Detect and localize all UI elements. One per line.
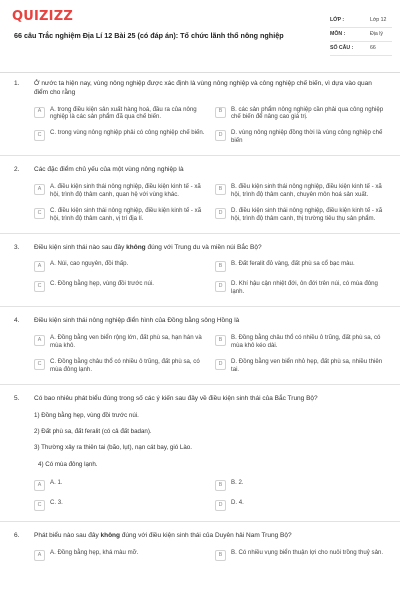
option-c[interactable]: [34, 129, 205, 145]
option-text: A. điều kiện sinh thái nông nghiệp, điều kiện kinh tế - xã hội, trình độ thâm canh, quan hệ với vùng khác.: [50, 182, 201, 198]
option-letter: B: [215, 550, 226, 561]
quizizz-logo: QUIZIZZ: [12, 9, 73, 24]
question-number: 4.: [14, 317, 20, 325]
option-d[interactable]: [215, 129, 386, 145]
question-4: [0, 317, 400, 373]
option-text: D. 4.: [231, 498, 244, 506]
option-d[interactable]: [215, 280, 386, 296]
option-letter: A: [34, 184, 45, 195]
option-letter: B: [215, 107, 226, 118]
option-text: B. điều kiện sinh thái nông nghiệp, điều kiện kinh tế - xã hội, trình độ thâm canh, chuyên môn hoá sản xuất.: [231, 182, 382, 198]
question-number: 3.: [14, 243, 20, 251]
option-text: C. trong vùng nông nghiệp phải có công nghiệp chế biến.: [50, 129, 205, 137]
document-title: 66 câu Trắc nghiệm Địa Lí 12 Bài 25 (có đáp án): Tổ chức lãnh thổ nông nghiệp: [14, 31, 284, 40]
option-letter: A: [34, 261, 45, 272]
option-d[interactable]: [215, 499, 386, 511]
option-text: D. Khí hậu cận nhiệt đới, ôn đới trên núi, có mùa đông lạnh.: [231, 280, 378, 296]
meta-value: Địa lý: [370, 30, 383, 37]
question-number: 6.: [14, 531, 20, 539]
option-text: D. điều kiện sinh thái nông nghiệp, điều kiện kinh tế - xã hội, trình độ thâm canh, thị trường tiêu thụ sản phẩm.: [231, 206, 383, 222]
meta-value: 66: [370, 44, 376, 51]
option-c[interactable]: [34, 358, 205, 374]
meta-row-class: [330, 14, 392, 28]
question-3: [0, 244, 400, 297]
question-number: 1.: [14, 80, 20, 87]
question-text-part: đúng với điều kiện sinh thái của Duyên hải Nam Trung Bộ?: [120, 531, 292, 539]
question-number: 2.: [14, 166, 20, 174]
statement-4: 4) Có mùa đông lạnh.: [38, 460, 98, 468]
question-emphasis: không: [126, 243, 146, 251]
question-text-part: Phát biểu nào sau đây: [34, 531, 101, 539]
question-emphasis: không: [100, 531, 120, 539]
option-text: D. vùng nông nghiệp đồng thời là vùng công nghiệp chế biến: [231, 129, 383, 145]
question-text: Ở nước ta hiện nay, vùng nông nghiệp được xác định là vùng nông nghiệp và công nghiệp chế biến, vì dựa vào quan điểm cho rằng: [34, 80, 372, 96]
question-text-part: đúng với Trung du và miền núi Bắc Bộ?: [145, 243, 262, 251]
option-text: B. Có nhiều vụng biển thuận lợi cho nuôi trồng thuỷ sản.: [231, 548, 384, 556]
option-b[interactable]: [215, 260, 386, 272]
option-text: B. Đất feralit đỏ vàng, đất phù sa cổ bạc màu.: [231, 260, 355, 268]
answer-options: [34, 183, 386, 223]
option-letter: A: [34, 335, 45, 346]
option-b[interactable]: [215, 479, 386, 491]
option-letter: B: [215, 184, 226, 195]
option-text: C. Đồng bằng hẹp, vùng đồi trước núi.: [50, 280, 154, 288]
meta-table: [330, 14, 392, 56]
meta-label: LỚP :: [330, 16, 345, 23]
question-divider: [0, 306, 400, 307]
option-text: A. Núi, cao nguyên, đồi thấp.: [50, 260, 129, 268]
question-number: 5.: [14, 394, 20, 402]
question-2: [0, 166, 400, 222]
option-letter: C: [34, 359, 45, 370]
option-letter: B: [215, 480, 226, 491]
option-text: A. Đồng bằng ven biển rộng lớn, đất phù sa, hạn hán và mùa khô.: [50, 334, 202, 349]
option-letter: A: [34, 107, 45, 118]
option-b[interactable]: [215, 334, 386, 350]
question-text: [34, 244, 386, 253]
option-letter: D: [215, 281, 226, 292]
question-6: [0, 532, 400, 561]
option-text: C. 3.: [50, 498, 63, 506]
option-b[interactable]: [215, 549, 386, 561]
option-letter: A: [34, 550, 45, 561]
option-a[interactable]: [34, 479, 205, 491]
answer-options: [34, 479, 386, 511]
meta-row-count: [330, 42, 392, 56]
question-text: Các đặc điểm chủ yếu của một vùng nông nghiệp là: [34, 166, 184, 174]
answer-options: [34, 334, 386, 374]
option-text: B. Đồng bằng châu thổ có nhiều ô trũng, đất phù sa, có mùa khô kéo dài.: [231, 334, 381, 349]
option-d[interactable]: [215, 358, 386, 374]
statement-1: 1) Đồng bằng hẹp, vùng đồi trước núi.: [34, 411, 139, 419]
page-header: [0, 0, 400, 72]
option-text: B. các sản phẩm nông nghiệp cần phải qua công nghiệp chế biến để nâng cao giá trị.: [231, 105, 384, 121]
option-c[interactable]: [34, 499, 205, 511]
question-1: [0, 80, 400, 145]
question-text: [34, 532, 386, 541]
option-a[interactable]: [34, 260, 205, 272]
question-divider: [0, 384, 400, 385]
option-a[interactable]: [34, 334, 205, 350]
option-text: A. Đồng bằng hẹp, khá màu mỡ.: [50, 548, 139, 556]
question-divider: [0, 521, 400, 522]
option-c[interactable]: [34, 207, 205, 223]
option-text: C. Đồng bằng châu thổ có nhiều ô trũng, đất phù sa, có mùa đông lạnh.: [50, 357, 200, 373]
statement-2: 2) Đất phù sa, đất feralit (có cả đất badan).: [34, 427, 152, 435]
question-list: [0, 76, 400, 561]
option-text: A. 1.: [50, 478, 63, 486]
question-text: Có bao nhiêu phát biểu đúng trong số các ý kiến sau đây về điều kiện sinh thái của Bắc Trung Bộ?: [34, 394, 318, 402]
option-d[interactable]: [215, 207, 386, 223]
option-text: B. 2.: [231, 478, 244, 486]
option-letter: D: [215, 130, 226, 141]
question-divider: [0, 233, 400, 234]
meta-value: Lớp 12: [370, 16, 387, 23]
question-5: [0, 395, 400, 511]
meta-label: MÔN :: [330, 30, 346, 37]
question-divider: [0, 155, 400, 156]
option-letter: D: [215, 500, 226, 511]
option-b[interactable]: [215, 183, 386, 199]
option-text: D. Đồng bằng ven biển nhỏ hẹp, đất phù sa, nhiều thiên tai.: [231, 357, 383, 373]
meta-row-subject: [330, 28, 392, 42]
statement-3: 3) Thường xảy ra thiên tai (bão, lụt), nạn cát bay, gió Lào.: [34, 444, 192, 452]
answer-options: [34, 260, 386, 296]
option-letter: D: [215, 208, 226, 219]
option-a[interactable]: [34, 549, 205, 561]
header-divider: [0, 72, 400, 73]
option-a[interactable]: [34, 183, 205, 199]
meta-label: SỐ CÂU :: [330, 44, 354, 51]
option-letter: C: [34, 281, 45, 292]
option-a[interactable]: [34, 106, 205, 122]
option-letter: C: [34, 130, 45, 141]
option-c[interactable]: [34, 280, 205, 296]
option-letter: C: [34, 500, 45, 511]
answer-options: [34, 106, 386, 146]
option-text: C. điều kiện sinh thái nông nghiệp, điều kiện kinh tế - xã hội, trình độ thâm canh, vị trí địa lí.: [50, 206, 202, 222]
option-letter: B: [215, 335, 226, 346]
option-text: A. trong điều kiện sản xuất hàng hoá, đầu ra của nông nghiệp là các sản phẩm đã qua chế biến.: [50, 105, 197, 121]
answer-options: [34, 549, 386, 561]
option-letter: C: [34, 208, 45, 219]
option-letter: B: [215, 261, 226, 272]
option-b[interactable]: [215, 106, 386, 122]
question-text-part: Điều kiện sinh thái nào sau đây: [34, 243, 127, 251]
question-text: Điều kiện sinh thái nông nghiệp điển hình của Đồng bằng sông Hồng là: [34, 317, 240, 325]
option-letter: D: [215, 359, 226, 370]
option-letter: A: [34, 480, 45, 491]
